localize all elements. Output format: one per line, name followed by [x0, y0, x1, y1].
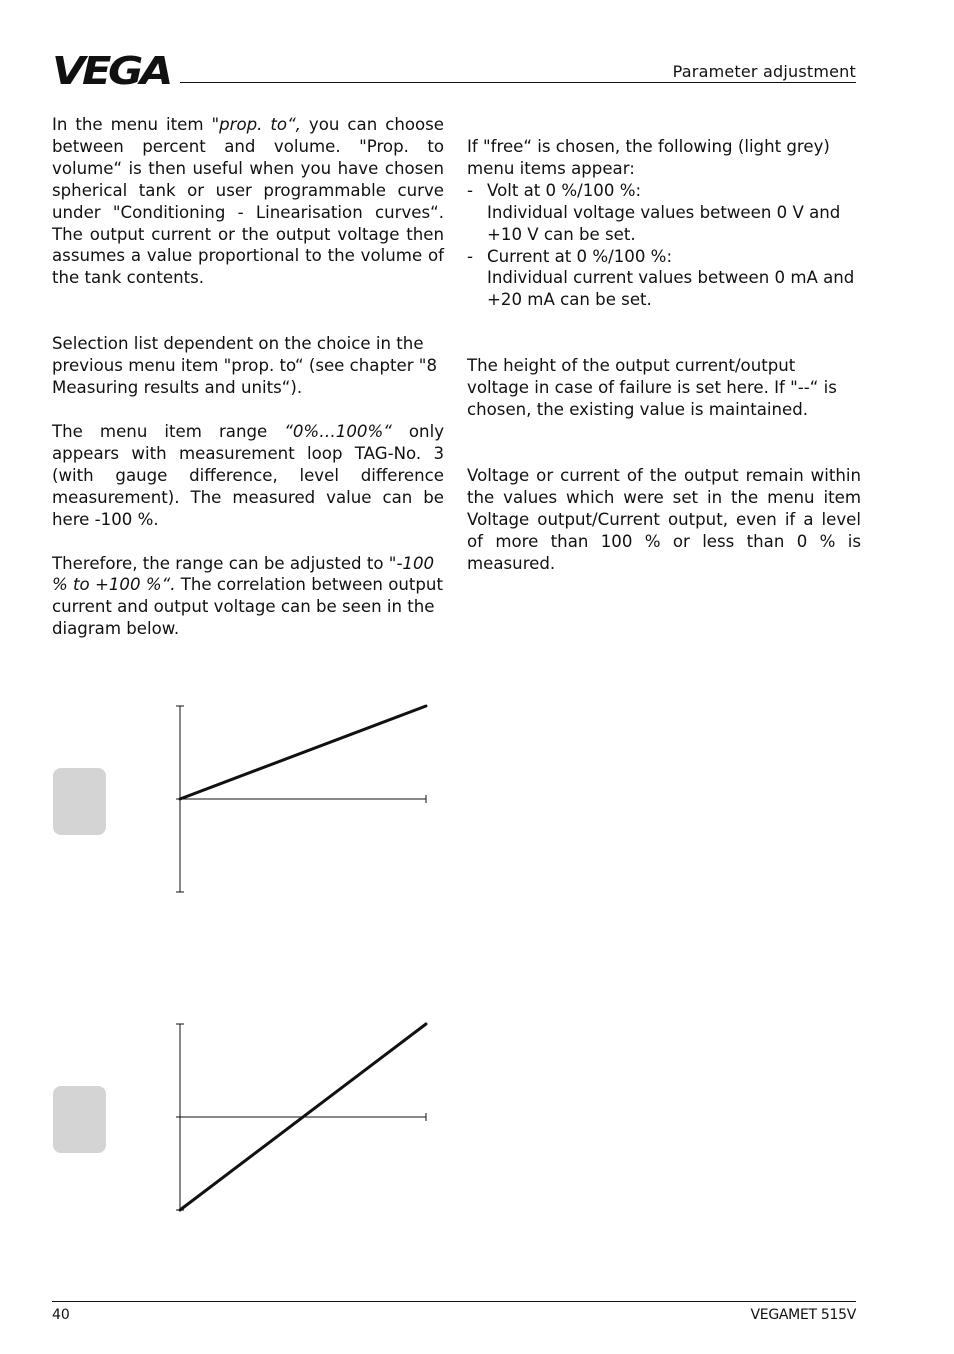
footer-divider	[52, 1301, 856, 1302]
header-divider	[180, 82, 856, 83]
svg-text:VEGA: VEGA	[52, 53, 171, 87]
document-name: VEGAMET 515V	[750, 1307, 856, 1323]
list-item: - Volt at 0 %/100 %: Individual voltage values between 0 V and +10 V can be set.	[467, 180, 841, 244]
vega-logo	[52, 53, 172, 87]
paragraph-range: The menu item range “0%…100%“ only appears with measurement loop TAG-No. 3 (with gauge difference, level difference measurement). The measured value can be here -100 %.	[52, 421, 445, 529]
paragraph-free-chosen: If "free“ is chosen, the following (light grey) menu items appear:	[467, 137, 830, 178]
right-column	[467, 136, 861, 575]
grey-marker-tab	[53, 1086, 106, 1153]
list-item: - Current at 0 %/100 %: Individual current values between 0 mA and +20 mA can be set.	[467, 246, 855, 310]
paragraph-selection-list: Selection list dependent on the choice in the previous menu item "prop. to“ (see chapter "8 Measuring results and units“).	[52, 334, 438, 398]
series-line	[180, 706, 426, 799]
paragraph-failure: The height of the output current/output voltage in case of failure is set here. If "--“ is chosen, the existing value is maintained.	[467, 356, 837, 420]
left-column	[52, 114, 444, 640]
paragraph-prop-to: In the menu item "prop. to“, you can choose between percent and volume. "Prop. to volume“ is then useful when you have chosen spherical tank or user programmable curve under "Conditioning - Linearisation curves“. The output current or the output voltage then assumes a value proportional to the volume of the tank contents.	[52, 115, 445, 288]
free-items-list	[467, 180, 861, 311]
page-number: 40	[52, 1307, 70, 1323]
section-title: Parameter adjustment	[672, 62, 856, 81]
diagram-minus100-plus100-percent	[170, 1018, 435, 1218]
diagram-0-100-percent	[170, 700, 435, 900]
grey-marker-tab	[53, 768, 106, 835]
paragraph-range-adjust: Therefore, the range can be adjusted to "-100 % to +100 %“. The correlation between output current and output voltage can be seen in the diagram below.	[52, 553, 443, 639]
paragraph-output-limits: Voltage or current of the output remain within the values which were set in the menu item Voltage output/Current output, even if a level of more than 100 % or less than 0 % is measured.	[467, 465, 861, 573]
